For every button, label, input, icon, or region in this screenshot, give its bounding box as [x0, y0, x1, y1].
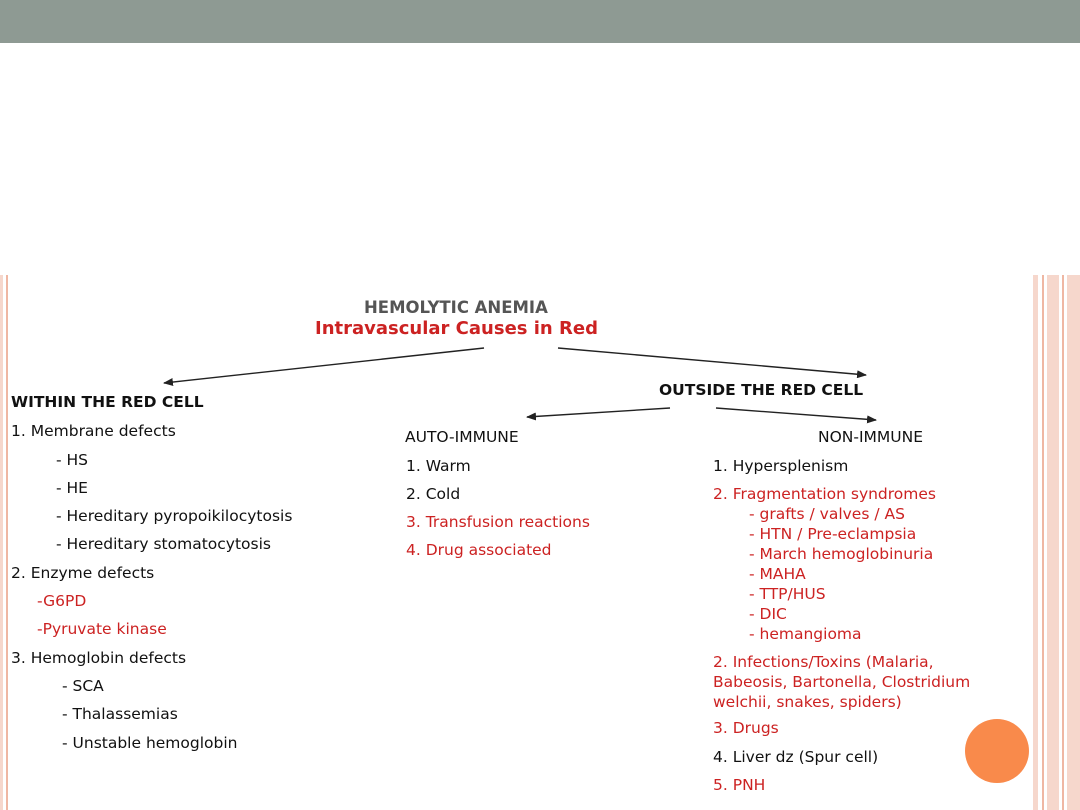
arrow-to-outside [558, 348, 866, 375]
list-item: 4. Liver dz (Spur cell) [713, 748, 879, 766]
list-item: 1. Warm [406, 457, 471, 475]
list-item: - MAHA [749, 565, 806, 583]
list-item: - HS [56, 451, 89, 469]
list-item: 2. Cold [406, 485, 461, 503]
list-item: 2. Infections/Toxins (Malaria, [713, 653, 934, 671]
list-item: - SCA [62, 677, 104, 695]
list-item: 2. Enzyme defects [11, 564, 155, 582]
list-item: - March hemoglobinuria [749, 545, 934, 563]
list-item: - Hereditary stomatocytosis [56, 535, 271, 553]
list-item: - Unstable hemoglobin [62, 734, 238, 752]
list-item: 1. Hypersplenism [713, 457, 849, 475]
list-item: - Hereditary pyropoikilocytosis [56, 507, 293, 525]
diagram-title: HEMOLYTIC ANEMIA [364, 298, 548, 317]
list-item: - hemangioma [749, 625, 862, 643]
list-item: 3. Transfusion reactions [406, 513, 590, 531]
list-item: 2. Fragmentation syndromes [713, 485, 937, 503]
list-item: - Thalassemias [62, 705, 178, 723]
arrow-to-non-immune [716, 408, 876, 420]
list-item: welchii, snakes, spiders) [713, 693, 902, 711]
hemolytic-anemia-diagram [0, 275, 1080, 810]
arrow-to-auto-immune [527, 408, 670, 417]
list-item: 3. Hemoglobin defects [11, 649, 187, 667]
list-item: - HTN / Pre-eclampsia [749, 525, 917, 543]
diagram-subtitle: Intravascular Causes in Red [315, 318, 598, 339]
non-immune-heading: NON-IMMUNE [818, 428, 924, 446]
list-item: - DIC [749, 605, 787, 623]
list-item: - grafts / valves / AS [749, 505, 905, 523]
list-item: 5. PNH [713, 776, 766, 794]
list-item: 1. Membrane defects [11, 422, 176, 440]
list-item: 4. Drug associated [406, 541, 552, 559]
within-heading: WITHIN THE RED CELL [11, 393, 204, 411]
slide-title-bar [0, 0, 1080, 43]
list-item: 3. Drugs [713, 719, 779, 737]
list-item: - TTP/HUS [749, 585, 826, 603]
arrow-to-within [164, 348, 484, 383]
list-item: -Pyruvate kinase [37, 620, 167, 638]
auto-immune-heading: AUTO-IMMUNE [405, 428, 519, 446]
list-item: - HE [56, 479, 88, 497]
orange-decorative-dot [965, 719, 1029, 783]
list-item: -G6PD [37, 592, 87, 610]
list-item: Babeosis, Bartonella, Clostridium [713, 673, 971, 691]
outside-heading: OUTSIDE THE RED CELL [659, 381, 864, 399]
